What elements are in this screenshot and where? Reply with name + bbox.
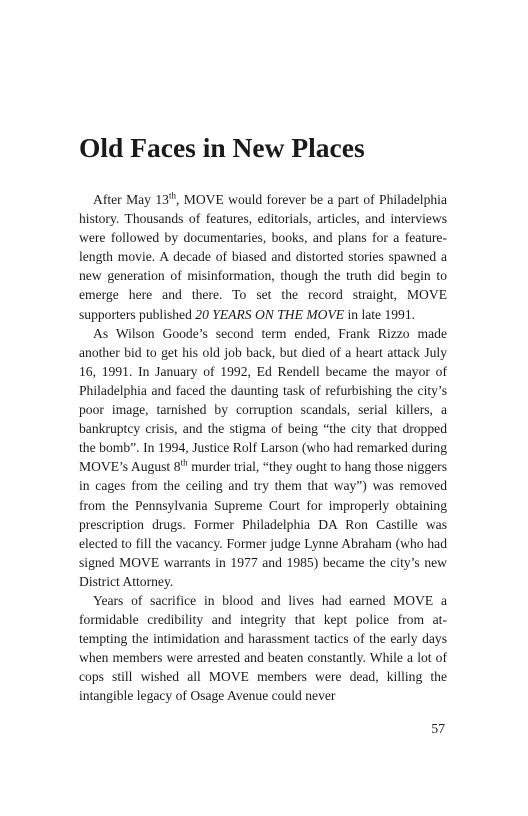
chapter-title: Old Faces in New Places — [79, 132, 365, 163]
text-run: After May 13 — [93, 192, 169, 207]
text-run: Years of sacrifice in blood and lives had earned MOVE a formidable credibility and integrity that kept police from attempting the intimidation and harassment tactics of the early days when members were arrested and beaten constantly. While a lot of cops still wished all MOVE members were dead, killing the intangible legacy of Osage Avenue could never — [79, 592, 447, 704]
ordinal-suffix: th — [168, 190, 176, 201]
paragraph — [79, 324, 447, 591]
text-run: As Wilson Goode’s second term ended, Frank Rizzo made another bid to get his old job back, but died of a heart attack July 16, 1991. In January of 1992, Ed Rendell became the mayor of Philadelphia and faced the daunting task of refurbishing the city’s poor image, tarnished by corruption scandals, serial killers, a bankruptcy crisis, and the stigma of being “the city that dropped the bomb”. In 1994, Justice Rolf Larson (who had remarked during MOVE’s August 8 — [79, 325, 447, 475]
ordinal-suffix: th — [180, 457, 188, 468]
text-run: in late 1991. — [344, 306, 416, 322]
text-run: murder trial, “they ought to hang those niggers in cages from the ceiling and try them that way”) was removed from the Pennsylvania Supreme Court for improperly obtaining prescription drugs. Former Philadelphia DA Ron Castille was elected to fill the vacancy. Former judge Lynne Abraham (who had signed MOVE warrants in 1977 and 1985) became the city’s new District Attorney. — [79, 459, 447, 589]
book-title: 20 YEARS ON THE MOVE — [195, 306, 345, 322]
page-number: 57 — [431, 721, 445, 736]
paragraph — [79, 190, 447, 324]
paragraph — [79, 591, 447, 706]
body-text — [79, 190, 447, 706]
text-run: , MOVE would forever be a part of Philadelphia history. Thousands of features, editorials, articles, and interviews were followed by documentaries, books, and plans for a feature-length movie. A decade of biased and distorted stories spawned a new generation of misinformation, though the truth did begin to emerge here and there. To set the record straight, MOVE supporters published — [79, 192, 447, 322]
